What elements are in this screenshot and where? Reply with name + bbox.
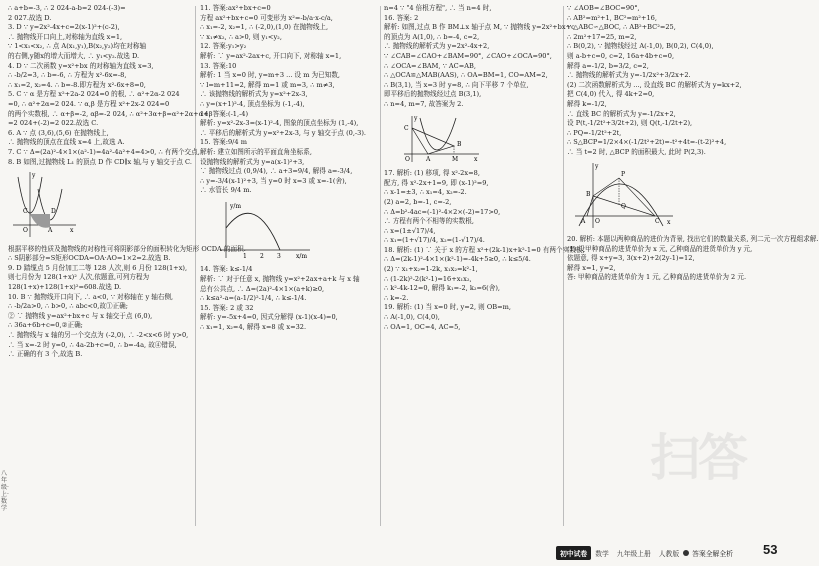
text-line: ∴ 当 t=2 时, △BCP 的面积最大, 此时 P(2,3).: [567, 147, 706, 156]
text-line: ∴ k≤a²-a=(a-1/2)²-1/4, ∴ k≤-1/4.: [200, 294, 307, 303]
text-line: ∵ △ABC∽△BOC, ∴ AB²+BC²=25,: [567, 23, 676, 32]
text-line: ∴ 抛物线的顶点在直线 x=4 上,故选 A.: [8, 138, 125, 147]
fig-label: y: [595, 162, 599, 170]
text-line: (1) 设甲种商品的进货单价为 x 元, 乙种商品的进货单价为 y 元,: [567, 244, 753, 253]
text-line: ∴ B(3,1), 当 x=3 时 y=8, ∴ 向下平移 7 个单位,: [384, 80, 529, 89]
footer-brand: 初中试卷: [556, 546, 591, 560]
text-line: ∴ x₁=1, x₂=4, 解得 x=8 或 x=32.: [200, 323, 307, 332]
text-line: ∵ x₁≠x₂, ∴ a>0, 则 y₁<y₂,: [200, 32, 282, 41]
text-line: 设 P(t,-1/2t²+3/2t+2), 则 Q(t,-1/2t+2),: [567, 119, 693, 128]
text-line: 即平移后的抛物线经过点 B(3,1),: [384, 90, 482, 99]
text-line: ∴ 抛物线的解析式为 y=-1/2x²+3/2x+2.: [567, 71, 691, 80]
text-line: ∵ 抛物线过点 (0,9/4), ∴ a+3=9/4, 解得 a=-3/4,: [200, 167, 353, 176]
fig-label: C: [23, 208, 28, 216]
text-line: ∴ 抛物线开口向上,对称轴为直线 x=1,: [8, 32, 123, 41]
text-line: 解得 a=-1/2, b=3/2, c=2,: [567, 61, 649, 70]
text-line: (2) 二次函数解析式为 ..., 设直线 BC 的解析式为 y=kx+2,: [567, 80, 742, 89]
fig-label: C: [655, 217, 660, 225]
text-line: ∴ x-1=±3, ∴ x₁=4, x₂=-2.: [384, 188, 467, 197]
fig-label: y: [414, 114, 418, 122]
text-line: ∴ AB²=m²+1, BC²=m²+16,: [567, 13, 657, 22]
tick-label: 3: [277, 252, 281, 260]
text-line: ∴ n=4, m=7, 故答案为 2.: [384, 99, 464, 108]
text-line: 解析: y=-5x+4=0, 因式分解得 (x-1)(x-4)=0,: [200, 313, 338, 322]
text-line: 的右侧,y随x的增大而增大, ∴ y₁<y₂.故选 D.: [8, 51, 140, 60]
fig-label: y: [32, 172, 36, 180]
text-line: 20. 解析: 本题以两种商品的进价为背景, 找出它们的数量关系, 列二元一次方程组求解.: [567, 235, 819, 244]
text-line: ∴ y=(x+1)²-4, 顶点坐标为 (-1,-4),: [200, 99, 305, 108]
text-line: 解得 k=-1/2,: [567, 99, 607, 108]
text-line: ∴ S△BCP=1/2×4×(-1/2t²+2t)=-t²+4t=-(t-2)²+4,: [567, 138, 727, 147]
fig-label: B: [457, 140, 462, 148]
text-line: 10. B ∵ 抛物线开口向下, ∴ a<0, ∵ 对称轴在 y 轴右侧,: [8, 292, 174, 301]
fig-label: O: [23, 227, 28, 235]
text-line: 解析: ∵ 对于任意 x, 抛物线 y=x²+2ax+a+k 与 x 轴: [200, 275, 360, 284]
page-footer: [556, 546, 733, 559]
fig-label: O: [405, 155, 410, 163]
footer-grade: 九年级上册: [616, 549, 651, 558]
text-line: ∴ a+b=-3, ∴ 2 024-a-b=2 024-(-3)=: [8, 4, 126, 12]
text-line: ∴ x₁=2, x₂=4. ∴ b=-8.即方程为 x²-6x+8=0,: [8, 80, 146, 89]
text-line: ∴ x₁=(1+√17)/4, x₂=(1-√17)/4.: [384, 236, 485, 245]
text-line: 配方, 得 x²-2x+1=9, 即 (x-1)²=9,: [384, 178, 489, 187]
column-divider: [195, 6, 196, 526]
text-line: 解析: 如图,过点 B 作 BM⊥x 轴于点 M, ∵ 抛物线 y=2x²+bx+c: [384, 23, 575, 32]
text-line: ∴ y=-3/4(x-1)²+3, 当 y=0 时 x=3 或 x=-1(舍),: [200, 176, 347, 185]
text-line: 则七月份为 128(1+x)² 人次,依题意,可列方程为: [8, 273, 150, 282]
text-line: 3. D ∵ y=2x²-4x+c=2(x-1)²+(c-2),: [8, 23, 120, 32]
tick-label: 2: [260, 252, 264, 260]
side-label: 八年级·上·数学: [1, 470, 9, 512]
fig-label: D: [51, 208, 56, 216]
tick-label: 1: [243, 252, 247, 260]
text-line: 解析: ∵ y=ax²-2ax+c, 开口向下, 对称轴 x=1,: [200, 51, 342, 60]
text-line: ∴ -b/2=3, ∴ b=-6, ∴ 方程为 x²-6x=-8,: [8, 71, 127, 80]
text-line: 15. 答案:9/4 m: [200, 138, 247, 147]
text-line: 解析: y=x²-2x-3=(x-1)²-4, 图象的顶点坐标为 (1,-4),: [200, 119, 359, 128]
triangle-parabola-figure: [384, 112, 484, 164]
text-line: ∴ -b/2a>0, ∴ b>0, ∴ abc<0,故①正确;: [8, 302, 128, 311]
text-line: ∴ k=-2.: [384, 293, 409, 302]
text-line: ∴ x₁=-2, x₂=1, ∴ (-2,0),(1,0) 在抛物线上,: [200, 23, 329, 32]
text-line: 14. 答案: k≤-1/4: [200, 265, 253, 274]
text-line: 4. D ∵ 二次函数 y=x²+bx 的对称轴为直线 x=3,: [8, 61, 154, 70]
text-line: ∴ 抛物线的解析式为 y=2x²-4x+2,: [384, 42, 490, 51]
text-line: 则 a-b+c=0, c=2, 16a+4b+c=0,: [567, 51, 675, 60]
fig-label: C: [404, 124, 409, 132]
text-line: ∴ △OCA≌△MAB(AAS), ∴ OA=BM=1, CO=AM=2,: [384, 71, 548, 80]
text-line: 答: 甲种商品的进货单价为 1 元, 乙种商品的进货单价为 2 元.: [567, 273, 747, 282]
text-line: ∴ (1-2k)²-2(k²-1)=16+x₁x₂,: [384, 274, 472, 283]
text-line: 5. C ∵ α 是方程 x²+2a-2 024=0 的根, ∴ α²+2α-2 024: [8, 90, 180, 99]
fig-label: O: [595, 217, 600, 225]
answer-column-2: [200, 4, 376, 333]
footer-label: 答案全解全析: [692, 549, 733, 558]
fig-label: B: [586, 190, 591, 198]
text-line: ∵ ∠CAB=∠CAO+∠BAM=90°, ∠CAO+∠OCA=90°,: [384, 51, 552, 60]
text-line: 16. 答案: 2: [384, 13, 419, 22]
text-line: ∵ ∠AOB=∠BOC=90°,: [567, 4, 640, 12]
column-divider: [380, 6, 381, 526]
text-line: 把 C(4,0) 代入, 得 4k+2=0,: [567, 90, 655, 99]
text-line: =0, ∴ α²+2α=2 024. ∵ α,β 是方程 x²+2x-2 024=0: [8, 99, 170, 108]
axis-label-y: y/m: [230, 202, 242, 210]
text-line: ∴ 该抛物线的解析式为 y=x²+2x-3,: [200, 90, 308, 99]
parabola-triangle-figure: [567, 160, 677, 230]
bullet-icon: [683, 550, 689, 556]
text-line: ∴ S阴影部分=S矩形OCDA=OA·AO=1×2=2.故选 B.: [8, 254, 171, 263]
parabola-translation-figure: [8, 169, 78, 239]
text-line: ∴ 平移后的解析式为 y=x²+2x-3, 与 y 轴交于点 (0,-3).: [200, 128, 367, 137]
answer-column-4: [567, 4, 819, 283]
column-divider: [563, 6, 564, 526]
text-line: 方程 ax²+bx+c=0 可变形为 x²=-b/a·x-c/a,: [200, 13, 333, 22]
footer-subject: 数学: [595, 549, 609, 558]
text-line: 12. 答案:y₁>y₂: [200, 42, 247, 51]
text-line: ∴ 方程有两个不相等的实数根,: [384, 217, 474, 226]
text-line: 解析: 建立如图所示的平面直角坐标系,: [200, 147, 312, 156]
text-line: ∴ Δ=(2k-1)²-4×1×(k²-1)=-4k+5≥0, ∴ k≤5/4.: [384, 255, 531, 264]
text-line: ∵ l=m+11=2, 解得 m=1 或 m=3, ∴ m≠3,: [200, 80, 335, 89]
water-arc-figure: [200, 198, 320, 260]
fig-label: x: [70, 227, 74, 235]
text-line: ∴ k²-4k-12=0, 解得 k₁=-2, k₂=6(舍),: [384, 284, 501, 293]
text-line: 19. 解析: (1) 当 x=0 时, y=2, 则 OB=m,: [384, 303, 511, 312]
text-line: ∴ PQ=-1/2t²+2t,: [567, 128, 622, 137]
text-line: 7. C ∵ Δ=(2a)²-4×1×(a²-1)=4a²-4a²+4=4>0, ∴ 有两个交点,: [8, 147, 200, 156]
text-line: 11. 答案:ax²+bx+c=0: [200, 4, 271, 12]
fig-label: x: [474, 155, 478, 163]
text-line: 的两个实数根, ∴ α+β=-2, αβ=-2 024, ∴ α²+3α+β=α²+2α+α+β: [8, 109, 213, 118]
text-line: ∴ 2m²+17=25, m=2,: [567, 32, 637, 41]
text-line: ∴ B(0,2), ∵ 抛物线经过 A(-1,0), B(0,2), C(4,0),: [567, 42, 714, 51]
text-line: 8. B 如图,过抛物线 L₁ 的顶点 D 作 CD∥x 轴,与 y 轴交于点 C.: [8, 157, 192, 166]
fig-label: M: [452, 155, 459, 163]
text-line: 解得 x=1, y=2,: [567, 263, 616, 272]
text-line: 18. 解析: (1) ∵ 关于 x 的方程 x²+(2k-1)x+k²-1=0 有两个实数根,: [384, 245, 585, 254]
footer-edition: 人教版: [658, 549, 680, 558]
text-line: ∴ x=(1±√17)/4,: [384, 226, 436, 235]
fig-label: Q: [621, 202, 626, 210]
fig-label: A: [48, 227, 53, 235]
text-line: ∴ 抛物线与 x 轴的另一个交点为 (-2,0), ∴ -2<x<6 时 y>0,: [8, 331, 189, 340]
text-line: ∴ A(-1,0), C(4,0),: [384, 313, 440, 322]
fig-label: P: [621, 170, 626, 178]
text-line: ∴ 直线 BC 的解析式为 y=-1/2x+2,: [567, 109, 676, 118]
text-line: (2) a=2, b=-1, c=-2,: [384, 197, 452, 206]
text-line: 128(1+x)+128(1+x)²=608.故选 D.: [8, 283, 122, 292]
text-line: 解析: 1 当 x=0 时, y=m+3 ... 设 m 为已知数,: [200, 71, 341, 80]
text-line: 13. 答案:10: [200, 61, 237, 70]
text-line: (2) ∵ x₁+x₂=1-2k, x₁x₂=k²-1,: [384, 265, 478, 274]
stamp-watermark: 扫答: [650, 429, 746, 487]
text-line: ∴ ∠OCA=∠BAM, ∵ AC=AB,: [384, 61, 476, 70]
text-line: 的顶点为 A(1,0), ∴ b=-4, c=2,: [384, 32, 480, 41]
text-line: ∴ 正确的有 3 个,故选 B.: [8, 350, 83, 359]
text-line: 依题意, 得 x+y=3, 3(x+2)+2(2y-1)=12,: [567, 254, 695, 263]
text-line: 17. 解析: (1) 移项, 得 x²-2x=8,: [384, 169, 480, 178]
text-line: ∴ 36a+6b+c=0,②正确;: [8, 321, 83, 330]
text-line: 2 027.故选 D.: [8, 13, 52, 22]
text-line: 总有公共点, ∴ Δ=(2a)²-4×1×(a+k)≥0,: [200, 284, 325, 293]
fig-label: A: [581, 217, 586, 225]
text-line: ∴ Δ=b²-4ac=(-1)²-4×2×(-2)=17>0,: [384, 207, 501, 216]
text-line: 设抛物线的解析式为 y=a(x-1)²+3,: [200, 157, 305, 166]
text-line: ∴ 当 x=-2 时 y=0, ∴ 4a-2b+c=0, ∴ b=-4a, 故④错误,: [8, 340, 177, 349]
text-line: ∴ OA=1, OC=4, AC=5,: [384, 322, 461, 331]
answer-column-3: [384, 4, 585, 332]
text-line: ∴ 水管长 9/4 m.: [200, 186, 252, 195]
text-line: =2 024+(-2)=2 022.故选 C.: [8, 119, 99, 128]
page-number: 53: [763, 542, 778, 557]
axis-label-x: x/m: [296, 252, 308, 260]
text-line: 9. D 踏缆点 5 月份加工二等 128 人次,则 6 月份 128(1+x),: [8, 263, 188, 272]
text-line: ② ∵ 抛物线 y=ax²+bx+c 与 x 轴交于点 (6,0),: [8, 311, 153, 320]
text-line: 6. A ∵ 点 (3,6),(5,6) 在抛物线上,: [8, 128, 109, 137]
fig-label: A: [426, 155, 431, 163]
text-line: 14. 答案:(-1,-4): [200, 109, 249, 118]
text-line: n=4 ∵ "4 倍根方程", ∴ 当 n=4 时,: [384, 4, 492, 12]
text-line: 15. 答案: 2 或 32: [200, 303, 254, 312]
text-line: ∵ 1<x₁<x₂, ∴ 点 A(x₁,y₁),B(x₂,y₂)均在对称轴: [8, 42, 147, 51]
fig-label: x: [667, 218, 671, 226]
text-line: 根据平移的性质及抛物线的对称性可将阴影部分的面积转化为矩形 OCDA 的面积.: [8, 244, 246, 253]
